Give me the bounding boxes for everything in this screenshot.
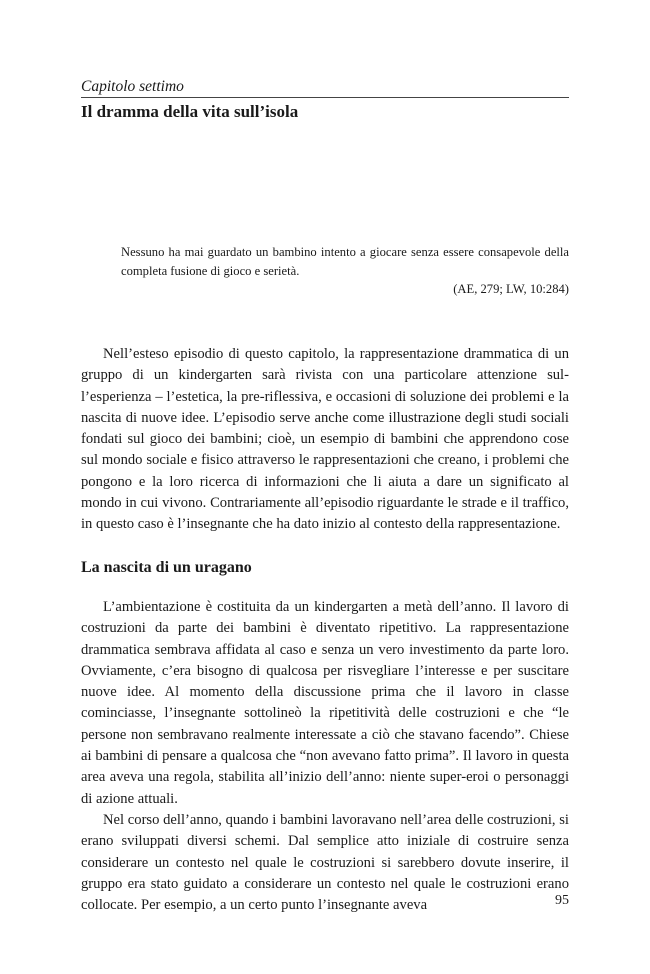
section-paragraph-2: Nel corso dell’anno, quando i bambini lavoravano nell’area delle costruzioni, si erano sviluppati diversi schemi. Dal semplice atto iniziale di costruire senza considerare un contesto nel quale le costruzioni si sarebbero dovute inserire, il gruppo era stato guidato a considerare un contesto nel quale le costruzioni erano collocate. Per esempio, a un certo punto l’insegnante aveva	[81, 811, 569, 914]
chapter-label: Capitolo settimo	[81, 78, 184, 95]
book-page	[81, 0, 569, 974]
page-number: 95	[555, 893, 569, 908]
section-paragraph-1: L’ambientazione è costituita da un kindergarten a metà dell’anno. Il lavoro di costruzioni da parte dei bambini è diventato ripetitivo. La rappresentazione drammatica sembrava affidata al caso e senza un vero investimento da parte loro. Ovviamente, c’era bisogno di qualcosa per risvegliare l’interesse e per suscitare nuove idee. Al momento della discussione prima che il lavoro in classe cominciasse, l’insegnante sottolineò la ripetitività delle costruzioni e che “le persone non sembravano realmente interessate a ciò che stavano facendo”. Chiese ai bambini di pensare a qualcosa che “non avevano fatto prima”. Il lavoro in questa area aveva una regola, stabilita all’inizio dell’anno: niente super-eroi o personaggi di azione attuali.	[81, 599, 569, 807]
chapter-title: Il dramma della vita sull’isola	[81, 102, 299, 121]
intro-paragraph: Nell’esteso episodio di questo capitolo, la rappresentazione drammatica di un gruppo di un kindergarten sarà rivista con una particolare attenzione sull’esperienza – l’estetica, la pre-riflessiva, e occasioni di soluzione dei problemi e la nascita di nuove idee. L’episodio serve anche come illustrazione degli studi sociali fondati sul gioco dei bambini; cioè, un esempio di bambini che apprendono cose sul mondo sociale e fisico attraverso le rappresentazioni che creano, i problemi che pongono e la loro ricerca di informazioni che li aiuta a dare un significato al mondo in cui vivono. Contrariamente all’episodio riguardante le strade e il traffico, in questo caso è l’insegnante che ha dato inizio al contesto della rappresentazione.	[81, 346, 569, 533]
epigraph-text: Nessuno ha mai guardato un bambino intento a giocare senza essere consapevole della completa fusione di gioco e serietà.	[121, 245, 569, 278]
header-rule	[81, 97, 569, 98]
section-title: La nascita di un uragano	[81, 559, 252, 576]
intro-section	[81, 344, 569, 536]
section-body	[81, 597, 569, 916]
epigraph	[121, 243, 569, 299]
epigraph-source: (AE, 279; LW, 10:284)	[453, 282, 569, 296]
